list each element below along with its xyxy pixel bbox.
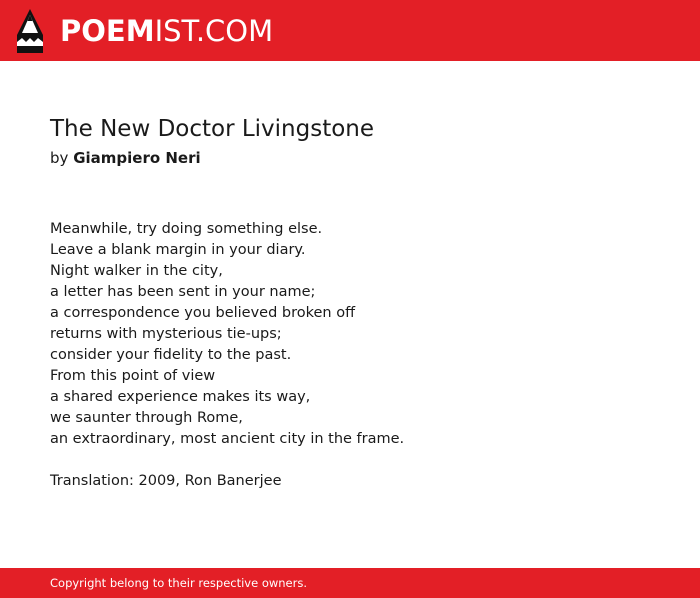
poem-line: consider your fidelity to the past. — [50, 347, 292, 363]
poem-byline — [50, 149, 201, 167]
translation-credit: Translation: 2009, Ron Banerjee — [50, 473, 282, 489]
poem-line: Night walker in the city, — [50, 263, 223, 279]
poem-line: a correspondence you believed broken off — [50, 305, 356, 321]
copyright-notice: Copyright belong to their respective owners. — [50, 576, 308, 590]
site-logo-link[interactable] — [17, 9, 273, 53]
poem-line: a shared experience makes its way, — [50, 389, 311, 405]
poem-line: returns with mysterious tie-ups; — [50, 326, 282, 342]
brand-name-light: IST.COM — [154, 14, 274, 48]
site-header — [0, 0, 700, 61]
poem-author[interactable]: Giampiero Neri — [73, 149, 201, 167]
poem-line: a letter has been sent in your name; — [50, 284, 316, 300]
poem-title: The New Doctor Livingstone — [50, 116, 375, 142]
brand-name-bold: POEM — [60, 14, 155, 48]
poem-line: Leave a blank margin in your diary. — [50, 242, 306, 258]
poem-line: an extraordinary, most ancient city in the frame. — [50, 431, 405, 447]
brand-name — [60, 9, 273, 53]
poem-body — [50, 219, 404, 450]
poem-line: we saunter through Rome, — [50, 410, 243, 426]
site-footer — [0, 568, 700, 598]
poem-line: Meanwhile, try doing something else. — [50, 221, 323, 237]
byline-label: by — [50, 149, 69, 167]
poem-line: From this point of view — [50, 368, 216, 384]
pencil-icon — [17, 9, 43, 53]
